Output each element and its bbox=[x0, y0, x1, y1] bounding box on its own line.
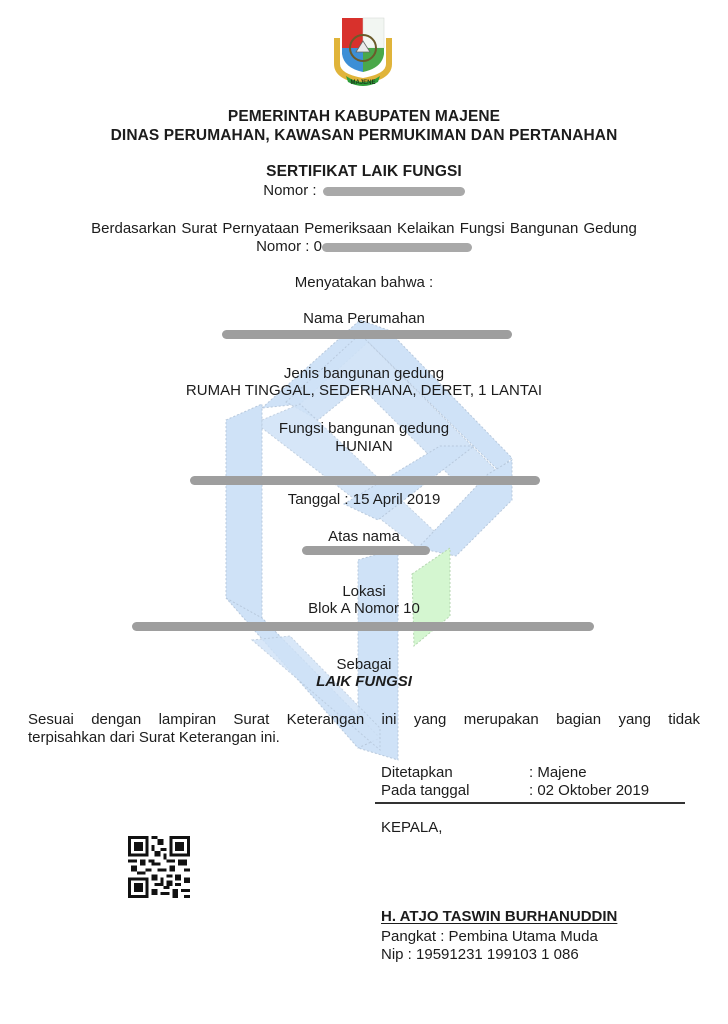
location-label: Lokasi bbox=[342, 583, 386, 600]
location-block: Blok A Nomor 10 bbox=[308, 600, 420, 617]
date-label: Pada tanggal bbox=[381, 782, 470, 799]
location-address-redacted bbox=[132, 622, 594, 631]
signatory-name: H. ATJO TASWIN BURHANUDDIN bbox=[381, 908, 618, 925]
certificate-number bbox=[0, 182, 728, 199]
certificate-number-redacted bbox=[323, 187, 465, 196]
place-label: Ditetapkan bbox=[381, 764, 453, 781]
imb-number-redacted bbox=[190, 476, 540, 485]
signature-divider bbox=[375, 802, 685, 804]
basis-number bbox=[0, 238, 728, 255]
position-title: KEPALA, bbox=[381, 819, 443, 836]
statement: Menyatakan bahwa : bbox=[294, 274, 434, 291]
status-laik-fungsi: LAIK FUNGSI bbox=[316, 673, 412, 690]
building-type-value: RUMAH TINGGAL, SEDERHANA, DERET, 1 LANTAI bbox=[185, 382, 543, 399]
certificate-title: SERTIFIKAT LAIK FUNGSI bbox=[266, 163, 462, 180]
imb-date: Tanggal : 15 April 2019 bbox=[287, 491, 441, 508]
building-type-label: Jenis bangunan gedung bbox=[283, 365, 445, 382]
housing-name-label: Nama Perumahan bbox=[303, 310, 425, 327]
closing-line-2: terpisahkan dari Surat Keterangan ini. bbox=[28, 729, 280, 746]
kabupaten-majene-crest-icon bbox=[330, 14, 396, 88]
building-function-value: HUNIAN bbox=[335, 438, 393, 455]
date-row bbox=[381, 782, 649, 799]
signatory-rank: Pangkat : Pembina Utama Muda bbox=[381, 928, 598, 945]
owner-name-redacted bbox=[302, 546, 430, 555]
building-function-label: Fungsi bangunan gedung bbox=[278, 420, 450, 437]
basis-number-redacted bbox=[322, 243, 472, 252]
housing-name-redacted bbox=[222, 330, 512, 339]
place-value: : Majene bbox=[529, 764, 587, 781]
certificate-number-label: Nomor : bbox=[263, 182, 317, 199]
as-label: Sebagai bbox=[336, 656, 392, 673]
closing-line-1: Sesuai dengan lampiran Surat Keterangan ini yang merupakan bagian yang tidak bbox=[28, 711, 700, 728]
svg-text:MAJENE: MAJENE bbox=[350, 80, 376, 86]
department-name: DINAS PERUMAHAN, KAWASAN PERMUKIMAN DAN PERTANAHAN bbox=[110, 127, 618, 144]
basis-text: Berdasarkan Surat Pernyataan Pemeriksaan Kelaikan Fungsi Bangunan Gedung bbox=[91, 220, 637, 237]
owner-label: Atas nama bbox=[328, 528, 400, 545]
signatory-nip: Nip : 19591231 199103 1 086 bbox=[381, 946, 579, 963]
basis-number-label: Nomor : 0 bbox=[256, 238, 322, 255]
qr-code-icon bbox=[126, 836, 192, 898]
government-name: PEMERINTAH KABUPATEN MAJENE bbox=[227, 108, 501, 125]
place-row bbox=[381, 764, 587, 781]
date-value: : 02 Oktober 2019 bbox=[529, 782, 650, 799]
